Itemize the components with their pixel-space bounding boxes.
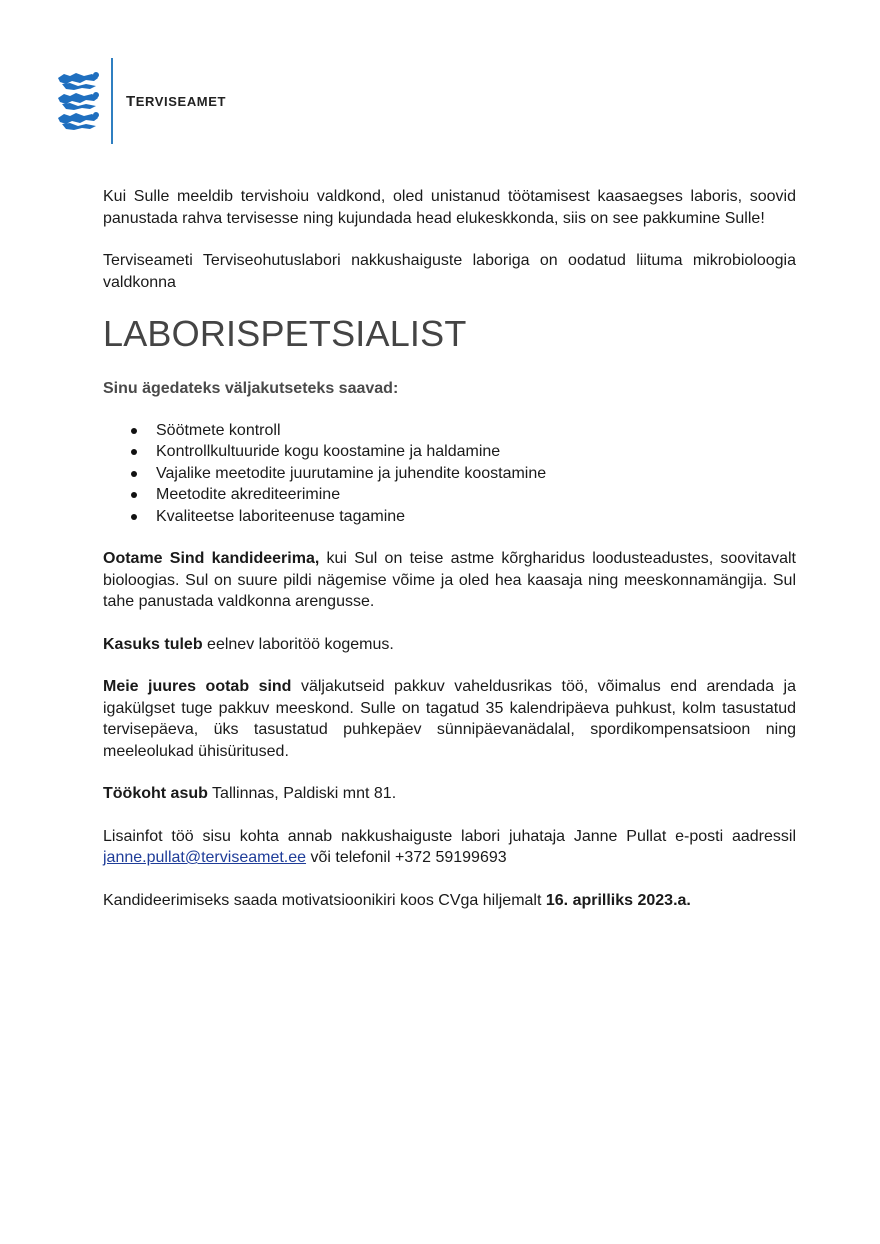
- challenges-list: [103, 420, 796, 528]
- document-body: [103, 186, 796, 932]
- bullet-icon: [131, 449, 137, 455]
- logo-divider: [111, 58, 113, 144]
- email-link[interactable]: janne.pullat@terviseamet.ee: [103, 849, 307, 866]
- terviseamet-logo: [56, 58, 256, 144]
- bullet-icon: [131, 514, 137, 520]
- job-title: LABORISPETSIALIST: [103, 313, 467, 354]
- advantage-paragraph: Kasuks tuleb eelnev laboritöö kogemus.: [103, 635, 394, 653]
- deadline: 16. aprilliks 2023.a.: [545, 891, 691, 909]
- candidate-paragraph: Ootame Sind kandideerima, kui Sul on teise astme kõrgharidus loodusteadustes, soovitavalt bioloogias. Sul on suure pildi nägemise võime ja oled hea kaasaja ning meeskonnamängija. Sul tahe panustada valdkonna arengusse.: [103, 550, 796, 610]
- bullet-icon: [131, 492, 137, 498]
- offer-paragraph: Meie juures ootab sind väljakutseid pakkuv vaheldusrikas töö, võimalus end arendada ja igakülgset tuge pakkuv meeskond. Sulle on tagatud 35 kalendripäeva puhkust, kolm tasustatud tervisepäeva, üks tasustatud puhkepäev sünnipäevanädalal, spordikompensatsioon ning meeleolukad ühisüritused.: [103, 678, 797, 760]
- challenges-heading: Sinu ägedateks väljakutseteks saavad:: [103, 380, 399, 397]
- logo-wordmark: TERVISEAMET: [126, 93, 227, 110]
- list-item: Kontrollkultuuride kogu koostamine ja haldamine: [156, 441, 796, 463]
- intro-paragraph-1: Kui Sulle meeldib tervishoiu valdkond, oled unistanud töötamisest kaasaegses laboris, soovid panustada rahva tervisesse ning kujundada head elukeskkonda, siis on see pakkumine Sulle!: [103, 188, 796, 227]
- coat-of-arms-lions-icon: [56, 70, 102, 132]
- list-item: Söötmete kontroll: [156, 420, 796, 442]
- location-paragraph: Töökoht asub Tallinnas, Paldiski mnt 81.: [103, 785, 397, 802]
- list-item: Vajalike meetodite juurutamine ja juhendite koostamine: [156, 463, 796, 485]
- list-item: Kvaliteetse laboriteenuse tagamine: [156, 506, 796, 528]
- contact-paragraph: Lisainfot töö sisu kohta annab nakkushaiguste labori juhataja Janne Pullat e-posti aadressil janne.pullat@terviseamet.ee või telefonil +372 59199693: [103, 827, 796, 866]
- bullet-icon: [131, 471, 137, 477]
- bullet-icon: [131, 428, 137, 434]
- apply-paragraph: Kandideerimiseks saada motivatsioonikiri koos CVga hiljemalt 16. aprilliks 2023.a.: [103, 891, 691, 909]
- list-item: Meetodite akrediteerimine: [156, 484, 796, 506]
- intro-paragraph-2: Terviseameti Terviseohutuslabori nakkushaiguste laboriga on oodatud liituma mikrobioloogia valdkonna: [103, 252, 796, 291]
